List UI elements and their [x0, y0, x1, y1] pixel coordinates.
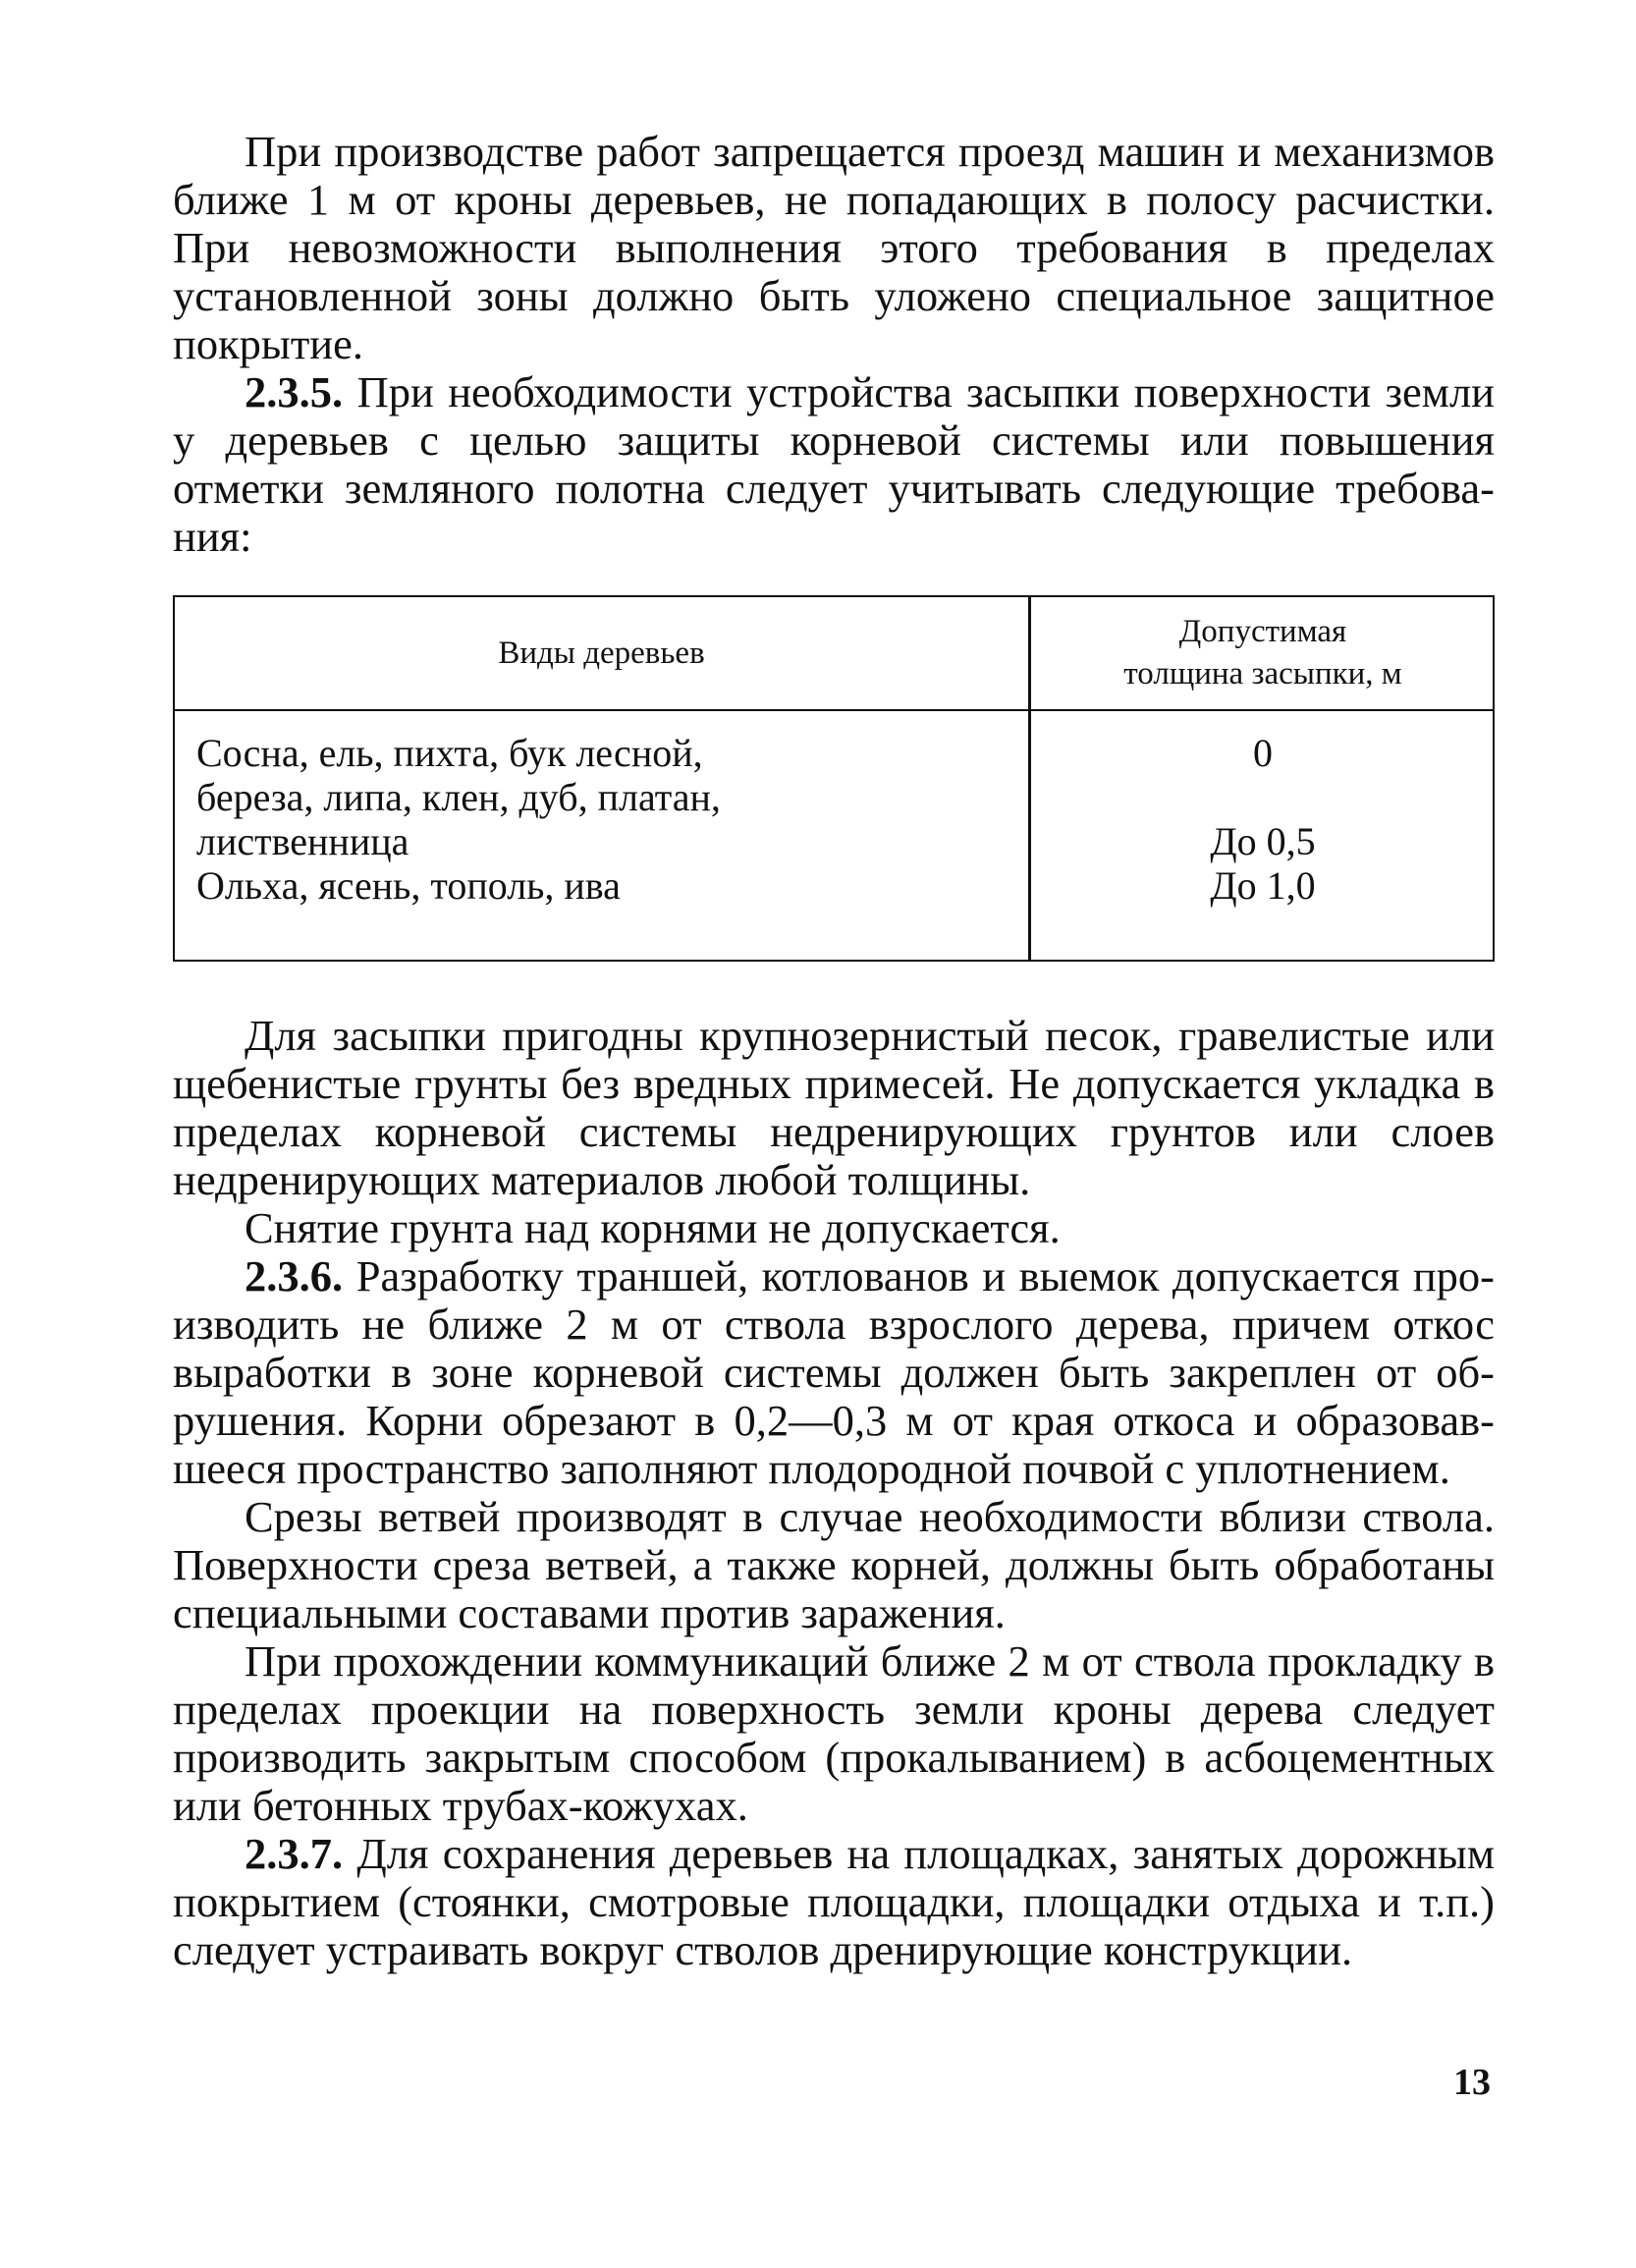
paragraph [173, 128, 1495, 368]
backfill-thickness-table [173, 595, 1495, 962]
paragraph [173, 1493, 1495, 1637]
paragraph-text: Для сохранения деревьев на площадках, занятых дорожным покрытием (стоянки, смотровые площадки, площадки отдыха и т.п.) следует устраивать вокруг стволов дренирующие конструкции. [173, 1829, 1495, 1974]
thickness-value: До 1,0 [1210, 863, 1316, 908]
section-number: 2.3.5. [245, 367, 344, 416]
species-line: Ольха, ясень, тополь, ива [196, 863, 621, 908]
thickness-value: 0 [1253, 731, 1273, 775]
paragraph-text: Разработку траншей, котлованов и выемок допускается производить не ближе 2 м от ствола взрослого дерева, причем откос выработки в зоне корневой системы должен быть закреплен от обрушения. Корни обрезают в 0,2—0,3 м от края откоса и образовавшееся пространство заполняют плодородной почвой с уплотнением. [173, 1251, 1495, 1493]
paragraph-text: Для засыпки пригодны крупнозернистый песок, гравелистые или щебенистые грунты без вредных примесей. Не допускается укладка в пределах корневой системы недренирующих грунтов или слоев недренирующих материалов любой толщины. [173, 1011, 1495, 1204]
text-block-bottom [173, 1012, 1495, 1974]
paragraph-text: При прохождении коммуникаций ближе 2 м от ствола прокладку в пределах проекции на поверхность земли кроны дерева следует производить закрытым способом (прокалыванием) в асбоцементных или бетонных трубах-кожухах. [173, 1636, 1495, 1830]
header-label: Виды деревьев [498, 635, 705, 671]
page-number: 13 [1453, 2062, 1491, 2103]
paragraph-text: При производстве работ запрещается проезд машин и механизмов ближе 1 м от кроны деревьев, не попадающих в полосу расчистки. При невозможности выполнения этого требования в пределах установленной зоны должно быть уложено специальное защитное покрытие. [173, 127, 1495, 368]
paragraph-section-2-3-7 [173, 1830, 1495, 1974]
paragraph-section-2-3-5 [173, 368, 1495, 561]
header-label-line: толщина засыпки, м [1123, 656, 1402, 691]
cell-tree-species [196, 731, 1021, 908]
header-label-line: Допустимая [1178, 614, 1347, 649]
header-tree-species [175, 597, 1028, 709]
species-line: береза, липа, клен, дуб, платан, [196, 775, 721, 819]
section-number: 2.3.7. [245, 1829, 344, 1878]
thickness-value: До 0,5 [1210, 819, 1316, 863]
paragraph-text: Снятие грунта над корнями не допускается. [245, 1203, 1061, 1252]
species-line: Сосна, ель, пихта, бук лесной, [196, 731, 703, 775]
species-line: лиственница [196, 819, 409, 863]
paragraph [173, 1637, 1495, 1830]
paragraph [173, 1012, 1495, 1204]
paragraph-text: При необходимости устройства засыпки поверхности земли у деревьев с целью защиты корневой системы или повышения отметки земляного полотна следует учитывать следующие требования: [173, 367, 1495, 561]
paragraph-text: Срезы ветвей производят в случае необходимости вблизи ствола. Поверхности среза ветвей, а также корней, должны быть обработаны специальными составами против заражения. [173, 1492, 1495, 1637]
table-header-row [175, 597, 1493, 711]
cell-allowed-thickness [1031, 731, 1495, 908]
section-number: 2.3.6. [245, 1251, 344, 1300]
paragraph-section-2-3-6 [173, 1252, 1495, 1493]
text-block-top [173, 128, 1495, 561]
thickness-value [1031, 775, 1495, 819]
header-allowed-thickness [1031, 597, 1495, 709]
paragraph [173, 1204, 1495, 1252]
